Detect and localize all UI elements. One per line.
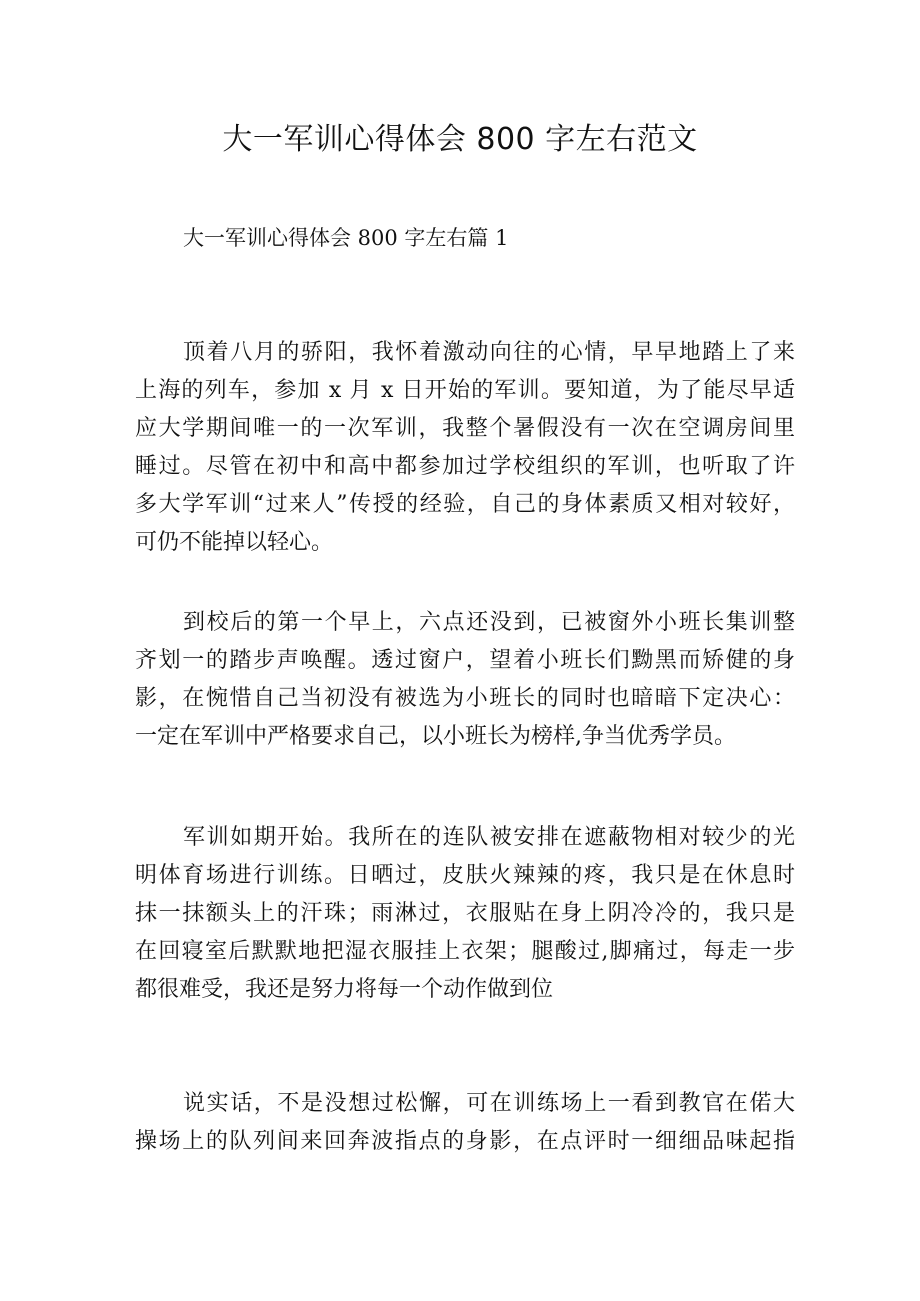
paragraph-4 [135,1085,795,1161]
paragraph-line: 可仍不能掉以轻心。 [135,530,334,555]
paragraph-line: 抹一抹额头上的汗珠；雨淋过，衣服贴在身上阴冷冷的，我只是 [135,901,795,926]
paragraph-line: 操场上的队列间来回奔波指点的身影，在点评时一细细品味起指 [135,1129,795,1154]
paragraph-line: 到校后的第一个早上，六点还没到，已被窗外小班长集训整 [183,610,795,635]
paragraph-line: 顶着八月的骄阳，我怀着激动向往的心情，早早地踏上了来 [183,340,795,365]
paragraph-2 [135,604,795,756]
section-heading: 大一军训心得体会 800 字左右篇 1 [183,226,509,250]
document-title: 大一军训心得体会 800 字左右范文 [222,122,698,157]
paragraph-line: 多大学军训“过来人”传授的经验，自己的身体素质又相对较好， [135,492,795,517]
paragraph-3 [135,819,795,1009]
paragraph-line: 一定在军训中严格要求自己，以小班长为榜样,争当优秀学员。 [135,724,736,749]
paragraph-line: 上海的列车，参加 x 月 x 日开始的军训。要知道，为了能尽早适 [135,378,795,403]
paragraph-line: 睡过。尽管在初中和高中都参加过学校组织的军训，也听取了许 [135,454,795,479]
paragraph-line: 说实话，不是没想过松懈，可在训练场上一看到教官在偌大 [183,1091,795,1116]
paragraph-line: 都很难受，我还是努力将每一个动作做到位 [135,977,554,1002]
paragraph-line: 齐划一的踏步声唤醒。透过窗户，望着小班长们黝黑而矫健的身 [135,648,795,673]
paragraph-line: 影，在惋惜自己当初没有被选为小班长的同时也暗暗下定决心： [135,686,795,711]
paragraph-line: 在回寝室后默默地把湿衣服挂上衣架；腿酸过,脚痛过，每走一步 [135,939,795,964]
paragraph-line: 军训如期开始。我所在的连队被安排在遮蔽物相对较少的光 [183,825,795,850]
paragraph-1 [135,334,795,562]
paragraph-line: 应大学期间唯一的一次军训，我整个暑假没有一次在空调房间里 [135,416,795,441]
paragraph-line: 明体育场进行训练。日晒过，皮肤火辣辣的疼，我只是在休息时 [135,863,795,888]
